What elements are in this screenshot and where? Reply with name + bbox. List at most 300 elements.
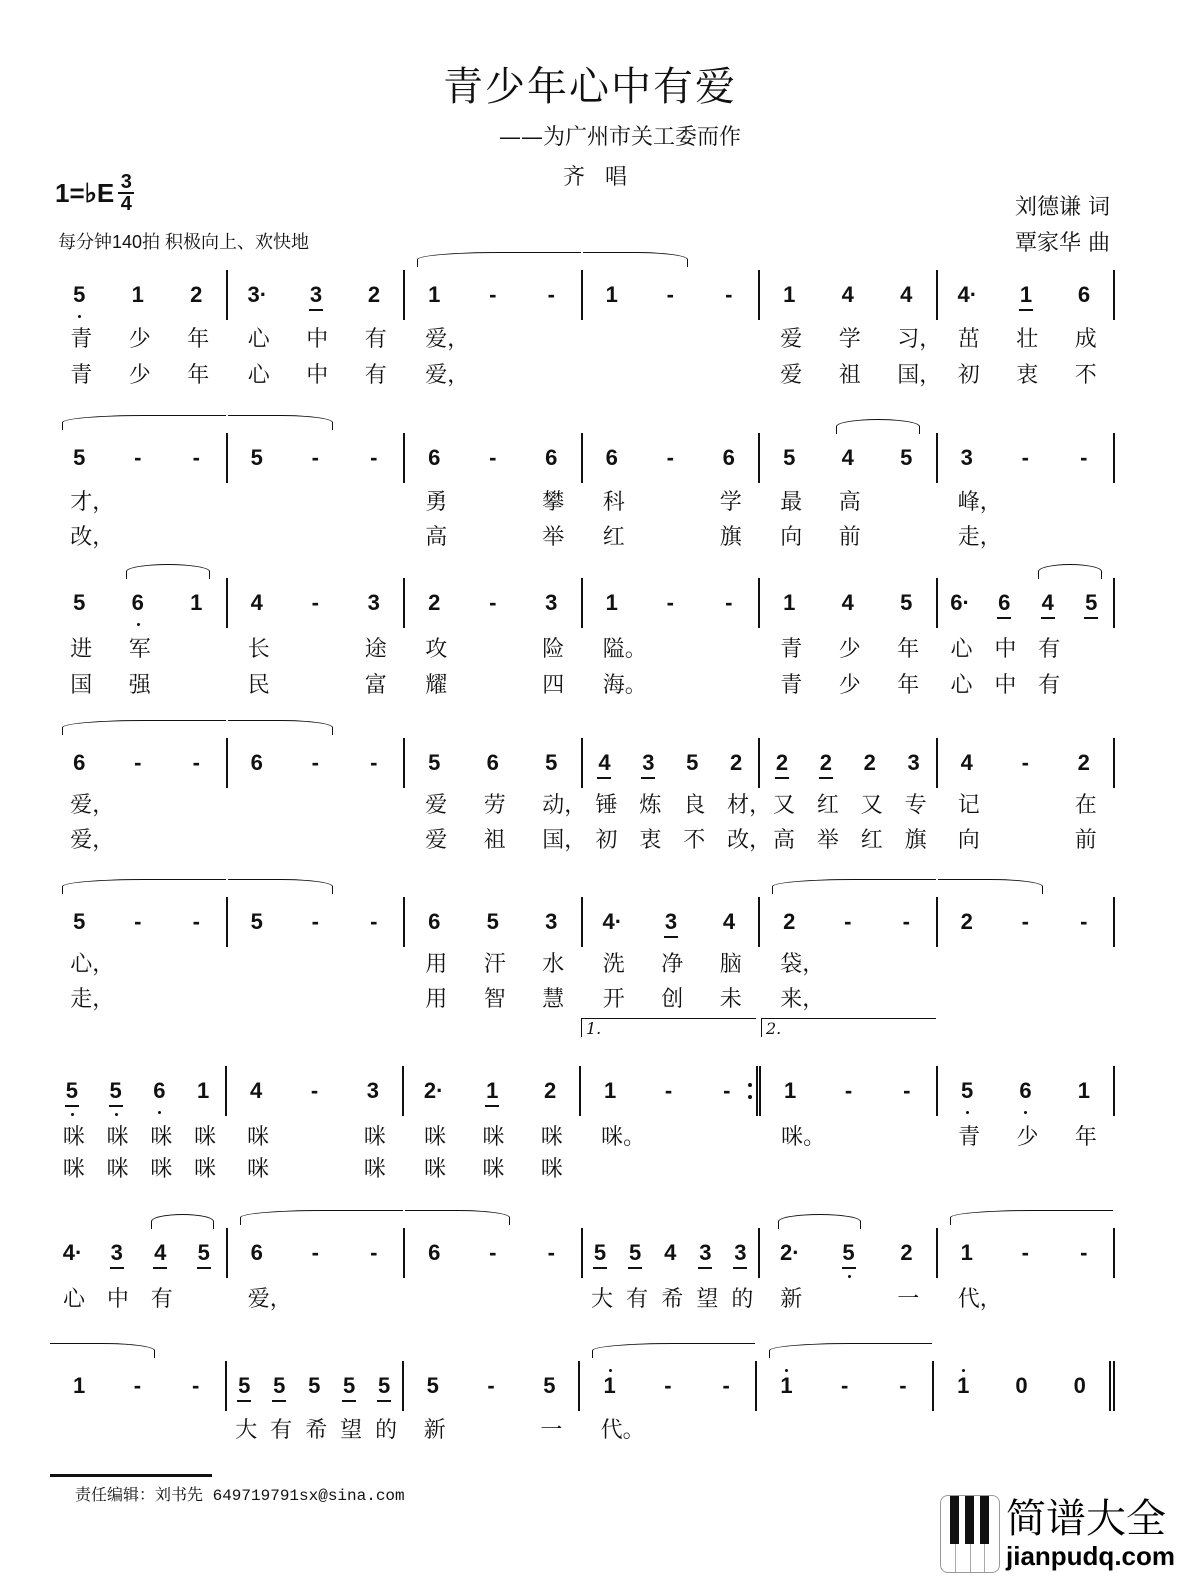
lyric-syllable: 学 (719, 490, 742, 515)
measure (938, 578, 1116, 698)
lyric-syllable: 学 (838, 327, 861, 352)
lyric-syllable: 锤 (595, 793, 618, 818)
note: 2 (817, 750, 835, 776)
note: 5 (543, 1373, 556, 1398)
measure (50, 897, 228, 1012)
measure (760, 1228, 938, 1312)
note: 2 (428, 590, 441, 615)
dash-extension: - (370, 909, 378, 934)
lyric-syllable: 少 (838, 673, 861, 698)
lyric-line-1 (228, 632, 404, 663)
lyric-syllable: 中 (306, 327, 329, 352)
measure (583, 270, 761, 320)
lyric-line-2 (405, 520, 581, 551)
note: 2 (960, 909, 973, 934)
lyric-syllable: 中 (994, 673, 1017, 698)
lyric-syllable: 代。 (600, 1418, 645, 1443)
lyric-syllable: 心 (247, 327, 270, 352)
measure (760, 897, 938, 1012)
lyric-syllable: 进 (70, 637, 93, 662)
song-title: 青少年心中有爱 (443, 64, 737, 110)
performance-style: 齐唱 (562, 165, 647, 190)
lyric-syllable: 咪 (62, 1125, 85, 1150)
dash-extension: - (192, 909, 200, 934)
lyric-syllable: 年 (1074, 1125, 1097, 1150)
note: 5 (73, 909, 86, 934)
lyric-syllable: 咪 (540, 1125, 563, 1150)
lyric-syllable (659, 1120, 677, 1151)
note: 1 (73, 1373, 86, 1398)
measure (50, 270, 228, 388)
note: 6 (486, 750, 499, 775)
lyric-syllable (187, 632, 205, 663)
lyric-syllable (898, 1120, 916, 1151)
tie-arc (583, 252, 688, 267)
note: 3 (696, 1240, 714, 1266)
lyric-syllable: 又 (860, 793, 883, 818)
lyric-line-1 (761, 1120, 936, 1151)
lyric-line-1 (583, 788, 772, 819)
note: 6 (250, 1240, 263, 1265)
note: 5 (308, 1373, 321, 1398)
measure (228, 897, 406, 947)
lyric-line-1 (760, 632, 936, 663)
lyric-syllable: 爱 (425, 828, 448, 853)
lyric-syllable: 青 (958, 1125, 981, 1150)
lyric-syllable (187, 668, 205, 699)
tie-arc (62, 720, 226, 735)
lyric-syllable: 壮 (1016, 327, 1039, 352)
lyric-line-2 (938, 358, 1114, 389)
lyric-line-1 (50, 485, 226, 516)
lyric-line-1 (760, 322, 942, 353)
note: 5 (270, 1373, 288, 1399)
dash-extension: - (1021, 909, 1029, 934)
time-signature (118, 172, 134, 214)
lyric-syllable (484, 485, 502, 516)
lyric-syllable: 劳 (483, 793, 506, 818)
lyric-syllable: 向 (957, 828, 980, 853)
lyric-syllable: 心 (950, 637, 973, 662)
lyric-syllable: 中 (306, 363, 329, 388)
note: 1 (954, 1373, 972, 1399)
piano-icon (940, 1495, 1000, 1573)
logo-url: jianpudq.com (1006, 1541, 1175, 1571)
note: 1 (960, 1240, 973, 1265)
measure (583, 433, 761, 550)
lyric-line-1 (50, 1282, 226, 1313)
measure (938, 270, 1116, 388)
lyric-syllable: 国， (897, 363, 942, 388)
lyric-syllable: 隘。 (602, 637, 647, 662)
lyric-syllable: 才， (70, 490, 115, 515)
lyric-syllable: 洗 (602, 952, 625, 977)
note: 5 (958, 1078, 976, 1104)
dash-extension: - (192, 445, 200, 470)
lyric-syllable: 年 (187, 363, 210, 388)
lyric-syllable: 攀 (542, 490, 565, 515)
score-row (50, 897, 1115, 1012)
slur-arc (778, 1214, 862, 1229)
tie-arc (50, 1343, 155, 1358)
measure (580, 1361, 757, 1443)
lyric-syllable: 又 (772, 793, 795, 818)
lyric-syllable: 高 (838, 490, 861, 515)
lyric-syllable: 炼 (639, 793, 662, 818)
lyric-syllable: 良 (683, 793, 706, 818)
lyric-syllable: 中 (994, 637, 1017, 662)
note: 2 (900, 1240, 913, 1265)
lyric-syllable: 汗 (483, 952, 506, 977)
dash-extension: - (844, 909, 852, 934)
lyric-syllable: 衷 (639, 828, 662, 853)
lyric-line-2 (405, 358, 581, 389)
lyric-line-1 (404, 1120, 579, 1151)
lyric-syllable: 大 (235, 1418, 258, 1443)
note: 5 (486, 909, 499, 934)
lyric-syllable: 长 (247, 637, 270, 662)
note: 1 (131, 282, 144, 307)
dash-extension: - (666, 282, 674, 307)
score-row (50, 1019, 1115, 1182)
lyric-syllable: 望 (696, 1287, 719, 1312)
note: 5 (545, 750, 558, 775)
lyric-syllable: 年 (897, 637, 920, 662)
time-bottom: 4 (120, 193, 132, 215)
lyric-syllable: 改， (70, 525, 115, 550)
note: 6 (250, 750, 263, 775)
dash-extension: - (902, 909, 910, 934)
lyric-line-2 (583, 668, 759, 699)
measure (228, 578, 406, 698)
dash-extension: - (664, 1373, 672, 1398)
lyric-syllable: 心 (950, 673, 973, 698)
measure (761, 1019, 938, 1150)
measure (50, 738, 228, 853)
lyric-syllable (839, 982, 857, 1013)
lyric-syllable (661, 668, 679, 699)
dash-extension: - (666, 445, 674, 470)
lyric-line-1 (50, 322, 226, 353)
lyric-syllable: 咪 (106, 1125, 129, 1150)
lyric-line-2 (405, 668, 581, 699)
lyric-syllable: 爱， (425, 327, 470, 352)
score-row (50, 738, 1115, 853)
lyric-syllable: 材， (727, 793, 772, 818)
lyric-syllable: 有 (270, 1418, 293, 1443)
lyric-line-2 (760, 668, 936, 699)
tie-arc (592, 1343, 755, 1358)
lyric-syllable: 记 (957, 793, 980, 818)
lyric-line-1 (938, 788, 1114, 819)
dash-extension: - (192, 750, 200, 775)
lyric-line-2 (227, 1152, 402, 1183)
dash-extension: - (547, 282, 555, 307)
lyric-syllable: 青 (780, 637, 803, 662)
score-row (50, 1228, 1115, 1312)
score-row (50, 578, 1115, 698)
lyric-syllable: 少 (838, 637, 861, 662)
note: 2 (729, 750, 743, 775)
note: 4 (841, 282, 854, 307)
lyric-line-2 (760, 982, 936, 1013)
lyric-syllable: 高 (425, 525, 448, 550)
tie-arc (938, 879, 1043, 894)
lyric-syllable (1075, 1282, 1093, 1313)
lyric-syllable: 衷 (1016, 363, 1039, 388)
lyric-syllable (897, 485, 915, 516)
note: 1 (605, 590, 618, 615)
lyric-syllable: 途 (364, 637, 387, 662)
lyric-syllable: 心 (62, 1287, 85, 1312)
measure (227, 1361, 404, 1443)
lyric-syllable (187, 520, 205, 551)
lyric-syllable: 勇 (425, 490, 448, 515)
lyric-syllable (720, 632, 738, 663)
lyric-syllable: 咪。 (781, 1125, 826, 1150)
dash-extension: - (725, 282, 733, 307)
lyric-syllable (129, 823, 147, 854)
lyric-syllable (717, 1413, 735, 1444)
lyric-syllable: 年 (187, 327, 210, 352)
lyric-syllable (839, 1282, 857, 1313)
lyric-syllable: 红 (860, 828, 883, 853)
note: 2 (543, 1078, 557, 1103)
lyric-line-1 (760, 485, 936, 516)
lyric-syllable: 水 (542, 952, 565, 977)
lyric-syllable: 咪 (424, 1125, 447, 1150)
note: 1 (601, 1373, 619, 1399)
lyric-line-2 (228, 668, 404, 699)
composer: 覃家华 曲 (1015, 231, 1110, 256)
note: 5 (626, 1240, 644, 1266)
note: 5 (70, 282, 88, 308)
tie-arc (405, 1210, 510, 1225)
dash-extension: - (370, 750, 378, 775)
dash-extension: - (1080, 909, 1088, 934)
note: 5 (900, 590, 913, 615)
dash-extension: - (1021, 445, 1029, 470)
lyric-syllable: 祖 (838, 363, 861, 388)
lyric-syllable (129, 947, 147, 978)
note: 6 (150, 1078, 168, 1104)
lyric-line-2 (50, 358, 226, 389)
note: 6 (428, 445, 441, 470)
tie-arc (228, 415, 333, 430)
lyric-syllable (305, 1120, 323, 1151)
lyric-syllable: 大 (591, 1287, 614, 1312)
lyric-line-1 (583, 947, 759, 978)
note: 0 (1073, 1373, 1086, 1398)
lyric-syllable (839, 1120, 857, 1151)
note: 3 (545, 590, 558, 615)
measure (50, 1066, 227, 1182)
lyric-syllable (129, 982, 147, 1013)
lyric-syllable: 咪 (194, 1157, 217, 1182)
note: 4· (957, 282, 978, 307)
lyric-syllable: 净 (661, 952, 684, 977)
dash-extension: - (547, 1240, 555, 1265)
dash-extension: - (487, 1373, 495, 1398)
dash-extension: - (370, 445, 378, 470)
lyric-line-1 (50, 947, 226, 978)
dash-extension: - (899, 1373, 907, 1398)
lyric-syllable: 成 (1074, 327, 1097, 352)
note: 1 (483, 1078, 501, 1104)
lyric-syllable (187, 947, 205, 978)
lyric-syllable: 习， (897, 327, 942, 352)
measure (760, 578, 938, 698)
lyric-syllable (305, 1152, 323, 1183)
lyric-line-1 (938, 485, 1114, 516)
dash-extension: - (310, 1078, 319, 1103)
lyric-syllable: 少 (128, 327, 151, 352)
lyric-syllable: 希 (305, 1418, 328, 1443)
measure (583, 897, 761, 1012)
lyric-syllable: 开 (602, 987, 625, 1012)
lyric-syllable: 强 (128, 673, 151, 698)
tie-arc (62, 415, 226, 430)
lyric-syllable (484, 632, 502, 663)
lyric-syllable (187, 788, 205, 819)
note: 2 (1077, 750, 1090, 775)
dash-extension: - (134, 909, 142, 934)
key-label: 1=♭E (55, 177, 115, 208)
volta-bracket: 2. (761, 1018, 936, 1037)
lyric-line-1 (583, 1282, 759, 1313)
lyric-syllable: 民 (247, 673, 270, 698)
lyric-syllable: 茁 (957, 327, 980, 352)
dash-extension: - (844, 1078, 853, 1103)
tie-arc (228, 720, 333, 735)
lyric-syllable: 新 (780, 1287, 803, 1312)
lyric-syllable: 年 (897, 673, 920, 698)
lyric-syllable (839, 947, 857, 978)
note: 4 (595, 750, 613, 776)
lyric-syllable: 祖 (483, 828, 506, 853)
dash-extension: - (666, 590, 674, 615)
slur-arc (1038, 564, 1101, 579)
tie-arc (240, 1210, 404, 1225)
lyric-syllable (482, 1413, 500, 1444)
lyric-syllable: 咪 (363, 1157, 386, 1182)
lyric-syllable: 少 (128, 363, 151, 388)
note: 3 (639, 750, 657, 776)
lyric-syllable (306, 632, 324, 663)
lyric-syllable (1082, 632, 1100, 663)
lyric-syllable: 代， (957, 1287, 1002, 1312)
dash-extension: - (841, 1373, 849, 1398)
lyric-syllable: 一 (897, 1287, 920, 1312)
note: 1 (604, 1078, 617, 1103)
site-logo (940, 1495, 1175, 1573)
note: 1 (605, 282, 618, 307)
note: 2 (863, 750, 876, 775)
lyric-syllable: 国， (542, 828, 587, 853)
lyric-line-2 (760, 823, 936, 854)
note: 5 (428, 750, 441, 775)
lyric-line-1 (581, 1120, 756, 1151)
note: 6 (995, 590, 1013, 616)
lyric-line-1 (50, 1120, 225, 1151)
note: 6 (605, 445, 618, 470)
measure (50, 578, 228, 698)
lyric-syllable (661, 485, 679, 516)
lyric-syllable: 初 (595, 828, 618, 853)
lyric-syllable: 一 (540, 1418, 563, 1443)
note: 5 (250, 909, 263, 934)
lyric-syllable (484, 668, 502, 699)
logo-name: 简谱大全 (1006, 1496, 1166, 1542)
lyric-syllable: 耀 (425, 673, 448, 698)
lyric-syllable (306, 668, 324, 699)
measure (228, 1228, 406, 1312)
lyric-syllable: 咪 (106, 1157, 129, 1182)
measure (405, 578, 583, 698)
note: 4 (960, 750, 973, 775)
note: 6 (129, 590, 147, 616)
lyric-syllable: 未 (719, 987, 742, 1012)
lyric-syllable (1075, 520, 1093, 551)
lyric-syllable (484, 322, 502, 353)
lyric-syllable: 咪 (247, 1157, 270, 1182)
measure (228, 270, 406, 388)
measure (404, 1066, 581, 1182)
lyric-line-1 (583, 485, 759, 516)
note: 5 (375, 1373, 393, 1399)
dash-extension: - (1080, 1240, 1088, 1265)
lyric-syllable (187, 485, 205, 516)
lyric-syllable (195, 1282, 213, 1313)
measure (760, 738, 938, 853)
lyric-line-2 (405, 823, 587, 854)
lyric-syllable: 爱 (425, 793, 448, 818)
lyric-syllable: 的 (375, 1418, 398, 1443)
note: 0 (1015, 1373, 1028, 1398)
dash-extension: - (1080, 445, 1088, 470)
dash-extension: - (311, 590, 319, 615)
repeat-sign (748, 1083, 752, 1099)
tie-arc (62, 879, 226, 894)
lyric-line-1 (405, 322, 581, 353)
measure (583, 738, 772, 853)
lyric-syllable: 初 (957, 363, 980, 388)
lyric-syllable: 青 (70, 327, 93, 352)
lyric-syllable: 用 (425, 987, 448, 1012)
dash-extension: - (311, 1240, 319, 1265)
lyric-syllable: 咪 (540, 1157, 563, 1182)
lyric-syllable: 走， (70, 987, 115, 1012)
note: 4 (900, 282, 913, 307)
note: 4 (841, 590, 854, 615)
measure (581, 1019, 761, 1150)
lyric-line-2 (50, 823, 226, 854)
lyric-syllable: 爱， (70, 828, 115, 853)
lyric-line-1 (938, 1120, 1113, 1151)
note: 6 (545, 445, 558, 470)
lyric-line-2 (404, 1152, 579, 1183)
tie-arc (417, 252, 581, 267)
note: 2 (773, 750, 791, 776)
lyric-line-2 (50, 520, 226, 551)
measure (405, 738, 587, 853)
note: 5 (235, 1373, 253, 1399)
lyric-syllable: 心， (70, 952, 115, 977)
note: 5 (900, 445, 913, 470)
lyric-syllable: 旗 (719, 525, 742, 550)
lyric-syllable: 高 (772, 828, 795, 853)
lyric-syllable: 望 (340, 1418, 363, 1443)
